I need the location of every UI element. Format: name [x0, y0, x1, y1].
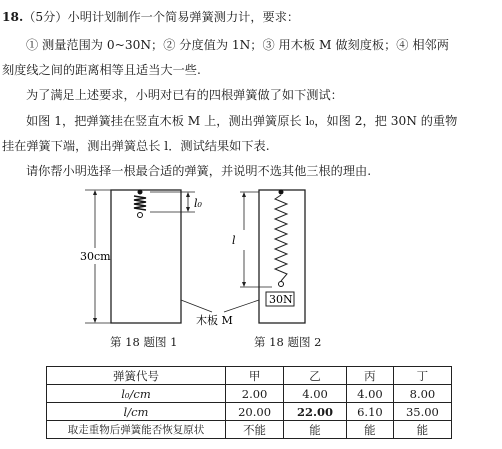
spring-data-table — [46, 366, 452, 439]
table-cell: 4.00 — [346, 385, 393, 403]
table-cell: 2.00 — [226, 385, 284, 403]
table-row — [47, 421, 452, 439]
nail-figure-2 — [279, 190, 284, 195]
l0-arrow-head-bottom — [186, 207, 190, 212]
weight-label: 30N — [269, 293, 293, 306]
board-leader-1 — [181, 300, 212, 312]
height-arrow-head-bottom — [93, 318, 97, 323]
table-cell: 35.00 — [393, 403, 451, 421]
table-cell: 能 — [284, 421, 347, 439]
table-row — [47, 385, 452, 403]
height-arrow-head-top — [93, 190, 97, 195]
table-cell: 取走重物后弹簧能否恢复原状 — [47, 421, 226, 439]
board-leader-2 — [224, 300, 259, 312]
table-cell: 能 — [346, 421, 393, 439]
question-line-2: ① 测量范围为 0~30N；② 分度值为 1N；③ 用木板 M 做刻度板；④ 相邻两 — [26, 38, 449, 52]
table-cell: 22.00 — [284, 403, 347, 421]
question-number: 18. — [2, 10, 24, 24]
l-label: l — [232, 234, 236, 247]
table-cell: l₀/cm — [47, 385, 226, 403]
question-line-5: 如图 1，把弹簧挂在竖直木板 M 上，测出弹簧原长 l₀，如图 2，把 30N 的重物 — [26, 114, 458, 128]
table-header-cell: 乙 — [284, 367, 347, 385]
table-header-cell: 丁 — [393, 367, 451, 385]
table-cell: 4.00 — [284, 385, 347, 403]
spring-short — [134, 196, 146, 210]
caption-figure-2: 第 18 题图 2 — [254, 335, 322, 349]
l0-arrow-head-top — [186, 192, 190, 197]
spring-hook-figure-2 — [279, 282, 284, 287]
height-label: 30cm — [80, 250, 111, 263]
question-line-7: 请你帮小明选择一根最合适的弹簧，并说明不选其他三根的理由. — [26, 164, 372, 178]
table-header-cell: 丙 — [346, 367, 393, 385]
caption-figure-1: 第 18 题图 1 — [110, 335, 178, 349]
question-intro: 小明计划制作一个简易弹簧测力计，要求： — [67, 10, 300, 24]
table-cell: 能 — [393, 421, 451, 439]
table-cell: 6.10 — [346, 403, 393, 421]
table-cell: 不能 — [226, 421, 284, 439]
board-label: 木板 M — [196, 314, 233, 327]
table-header-cell: 甲 — [226, 367, 284, 385]
spring-long — [275, 195, 287, 281]
question-line-6: 挂在弹簧下端，测出弹簧总长 l．测试结果如下表. — [2, 139, 270, 153]
table-header-row — [47, 367, 452, 385]
table-header-cell: 弹簧代号 — [47, 367, 226, 385]
l0-label: l₀ — [194, 197, 202, 210]
l-arrow-head-top — [242, 192, 246, 197]
table-row — [47, 403, 452, 421]
l-arrow-head-bottom — [242, 282, 246, 287]
nail-figure-1 — [138, 190, 143, 195]
question-score: （5分） — [23, 10, 68, 24]
question-line-3: 刻度线之间的距离相等且适当大一些. — [2, 63, 201, 77]
question-line-4: 为了满足上述要求，小明对已有的四根弹簧做了如下测试： — [26, 88, 343, 102]
table-cell: 20.00 — [226, 403, 284, 421]
table-cell: l/cm — [47, 403, 226, 421]
spring-hook-figure-1 — [138, 213, 143, 218]
table-cell: 8.00 — [393, 385, 451, 403]
